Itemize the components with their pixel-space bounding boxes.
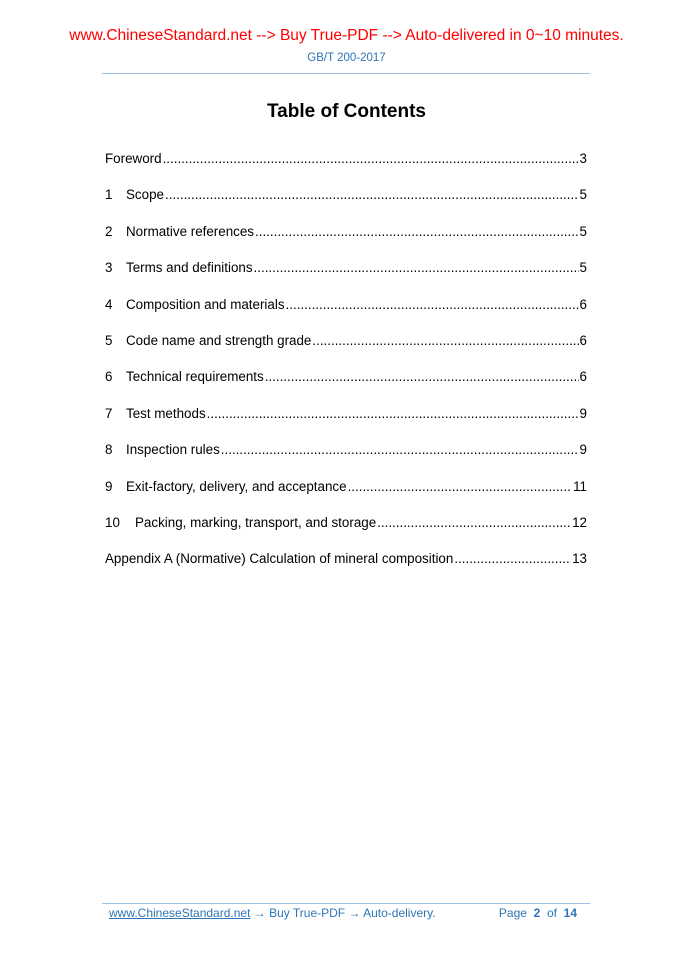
toc-entry-number: 6 <box>105 369 113 385</box>
standard-number: GB/T 200-2017 <box>307 52 386 64</box>
toc-entry-appendix-a[interactable] <box>105 550 587 567</box>
toc-entry-page: 13 <box>572 551 587 567</box>
toc-entry-text: Test methods <box>126 405 206 421</box>
toc-entry-number: 2 <box>105 223 113 239</box>
footer-divider <box>102 903 590 904</box>
footer-tagline: → Buy True-PDF → Auto-delivery. <box>250 906 436 920</box>
toc-entry-text: Normative references <box>126 223 255 239</box>
promo-banner[interactable]: www.ChineseStandard.net --> Buy True-PDF --> Auto-delivered in 0~10 minutes. <box>69 27 624 44</box>
toc-list <box>105 150 587 587</box>
toc-entry-composition-materials[interactable] <box>105 296 587 313</box>
toc-entry-technical-requirements[interactable] <box>105 368 587 385</box>
toc-entry-code-name-strength-grade[interactable] <box>105 332 587 349</box>
toc-entry-inspection-rules[interactable] <box>105 441 587 458</box>
toc-leader-dots <box>163 150 579 167</box>
toc-entry-text: Composition and materials <box>126 296 285 312</box>
toc-leader-dots <box>454 550 571 567</box>
toc-leader-dots <box>165 186 579 203</box>
toc-entry-text: Technical requirements <box>126 369 264 385</box>
toc-entry-text: Terms and definitions <box>126 260 253 276</box>
toc-entry-exit-factory[interactable] <box>105 478 587 495</box>
toc-leader-dots <box>377 514 571 531</box>
toc-entry-page: 6 <box>579 369 587 385</box>
toc-title: Table of Contents <box>266 101 427 122</box>
toc-entry-text: Code name and strength grade <box>126 332 312 348</box>
toc-entry-page: 6 <box>579 296 587 312</box>
toc-entry-page: 5 <box>579 260 587 276</box>
toc-entry-test-methods[interactable] <box>105 405 587 422</box>
toc-entry-text: Scope <box>126 187 164 203</box>
toc-leader-dots <box>255 223 579 240</box>
toc-leader-dots <box>207 405 579 422</box>
toc-entry-page: 6 <box>579 332 587 348</box>
header-divider <box>102 73 590 74</box>
toc-entry-scope[interactable] <box>105 186 587 203</box>
footer-site-link[interactable]: www.ChineseStandard.net <box>109 906 251 920</box>
toc-entry-number: 3 <box>105 260 113 276</box>
toc-entry-terms-definitions[interactable] <box>105 259 587 276</box>
toc-entry-page: 12 <box>572 514 587 530</box>
toc-leader-dots <box>348 478 573 495</box>
toc-entry-number: 4 <box>105 296 113 312</box>
toc-entry-text: Packing, marking, transport, and storage <box>135 514 377 530</box>
toc-leader-dots <box>221 441 579 458</box>
toc-leader-dots <box>254 259 579 276</box>
toc-entry-number: 5 <box>105 332 113 348</box>
page-of-label: of <box>546 906 557 920</box>
toc-entry-number: 10 <box>105 514 120 530</box>
toc-entry-text: Exit-factory, delivery, and acceptance <box>126 478 347 494</box>
page-indicator <box>499 906 577 920</box>
toc-leader-dots <box>312 332 578 349</box>
toc-leader-dots <box>265 368 579 385</box>
toc-entry-text: Foreword <box>105 151 162 166</box>
page-current: 2 <box>533 906 541 920</box>
toc-entry-number: 1 <box>105 187 113 203</box>
toc-entry-page: 3 <box>579 151 587 166</box>
toc-entry-packing-marking[interactable] <box>105 514 587 531</box>
toc-entry-number: 8 <box>105 442 113 458</box>
toc-entry-page: 9 <box>579 442 587 458</box>
toc-entry-page: 9 <box>579 405 587 421</box>
page-total: 14 <box>563 906 577 920</box>
page-label: Page <box>498 906 527 920</box>
toc-entry-number: 9 <box>105 478 113 494</box>
page-footer <box>109 906 587 920</box>
toc-entry-text: Appendix A (Normative) Calculation of mineral composition <box>105 551 454 567</box>
toc-entry-page: 5 <box>579 187 587 203</box>
toc-entry-page: 11 <box>573 478 587 494</box>
toc-entry-foreword[interactable] <box>105 150 587 167</box>
toc-entry-text: Inspection rules <box>126 442 220 458</box>
toc-entry-number: 7 <box>105 405 113 421</box>
toc-entry-page: 5 <box>579 223 587 239</box>
toc-entry-normative-references[interactable] <box>105 223 587 240</box>
toc-leader-dots <box>286 296 579 313</box>
